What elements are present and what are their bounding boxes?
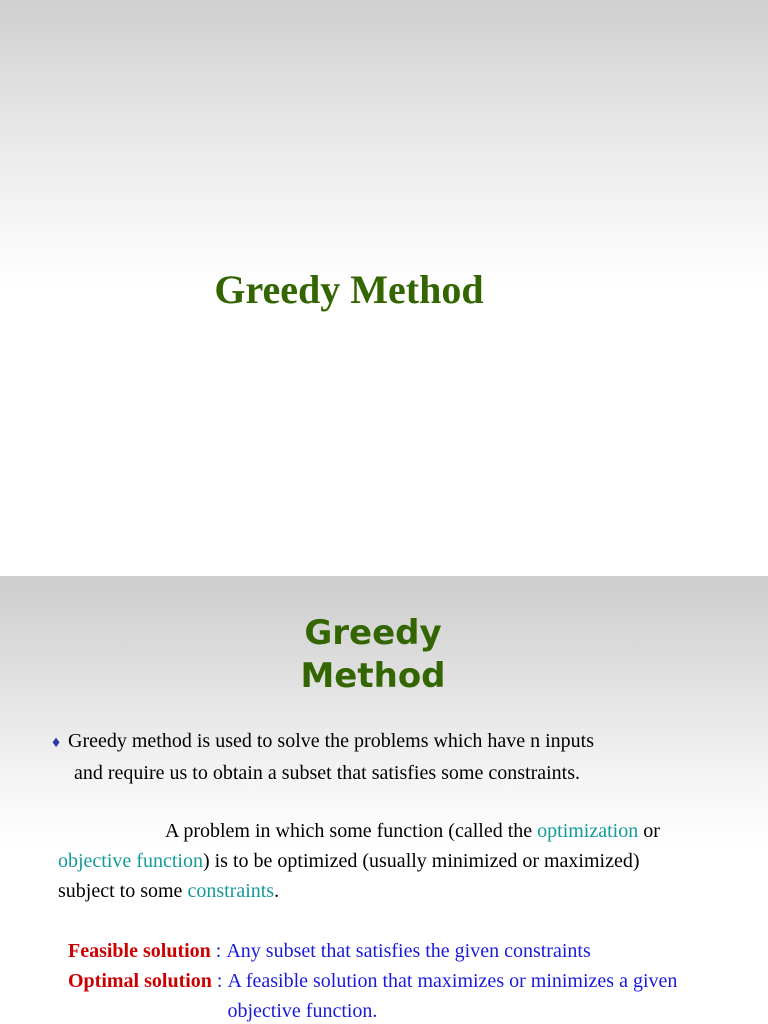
paragraph-text-5: . [274,880,280,902]
solution-definitions [68,936,758,1024]
slide-2-title-line-1: Greedy [304,613,442,653]
slide-2-title [0,612,746,698]
paragraph-text-2: or [638,820,660,842]
paragraph-text-1: A problem in which some function (called the [165,820,538,842]
feasible-solution-definition [68,936,758,966]
optimal-solution-label: Optimal solution [68,970,212,992]
feasible-separator: : [210,940,227,962]
slide-2 [0,576,768,1024]
optimal-solution-text: A feasible solution that maximizes or minimizes a given objective function. [227,970,678,1022]
paragraph-text-4: subject to some [58,880,188,902]
term-objective-function: objective function [58,850,203,872]
feasible-solution-label: Feasible solution [68,940,211,962]
bullet-text-line-2: and require us to obtain a subset that satisfies some constraints. [74,762,581,784]
bullet-point [52,726,732,789]
optimal-solution-definition [68,966,758,1024]
slide-1-title: Greedy Method [214,267,484,312]
term-optimization: optimization [537,820,639,842]
feasible-solution-text: Any subset that satisfies the given constraints [226,940,591,962]
slide-2-title-line-2: Method [300,656,446,696]
diamond-bullet-icon: ♦ [52,734,61,751]
optimal-separator: : [211,970,228,992]
term-constraints: constraints [187,880,275,902]
paragraph-text-3: ) is to be optimized (usually minimized or maximized) [202,850,640,872]
bullet-text-line-1: Greedy method is used to solve the problems which have n inputs [68,730,595,752]
definition-paragraph [58,816,738,906]
